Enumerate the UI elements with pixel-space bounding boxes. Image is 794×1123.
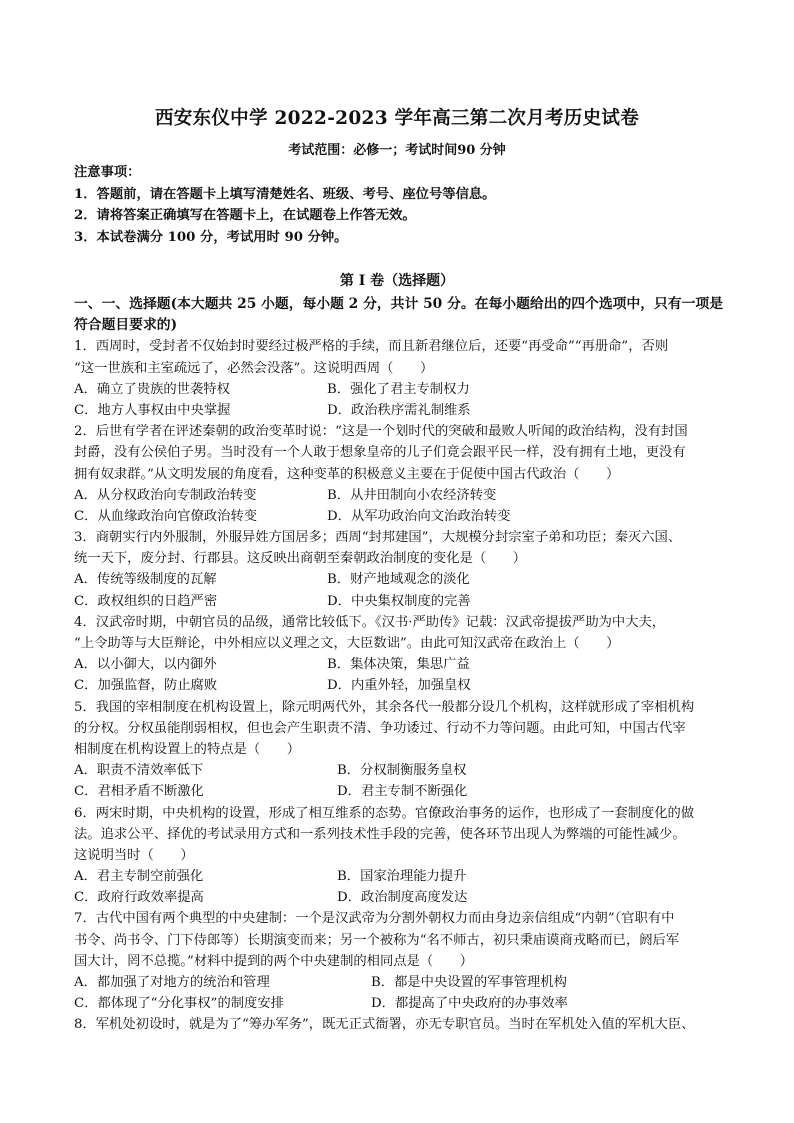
question-7-options [74,972,726,993]
question-3-options [74,591,726,612]
option-d: D．政治秩序需礼制维系 [327,402,471,418]
question-1-stem: “这一世族和主室疏远了，必然会没落”。这说明西周（ ） [74,360,434,376]
option-b: B．国家治理能力提升 [337,869,467,885]
option-a: A．都加强了对地方的统治和管理 [74,975,270,990]
option-b: B．都是中央设置的军事管理机构 [371,975,567,990]
option-b: B．财产地域观念的淡化 [327,572,470,588]
question-2-stem: 拥有奴隶群。”从文明发展的角度看，这种变革的积极意义主要在于促使中国古代政治（ ） [74,466,620,482]
section-heading: 一、一、选择题(本大题共 25 小题，每小题 2 分，共计 50 分。在每小题给出的四个选项中，只有一项是 [74,296,724,312]
question-body [74,294,726,1036]
question-3-options [74,569,726,590]
question-3-stem: 3．商朝实行内外服制，外服异姓方国居多；西周“封邦建国”，大规模分封宗室子弟和功臣；秦灭六国、 [74,530,682,546]
option-a: A．以小御大，以内御外 [74,657,217,673]
question-4-stem: 4．汉武帝时期，中朝官员的品级，通常比较低下。《汉书·严助传》记载：汉武帝提拔严助为中大夫， [74,614,666,630]
question-5-stem: 相制度在机构设置上的特点是（ ） [74,741,301,757]
option-c: C．从血缘政治向官僚政治转变 [74,508,258,524]
question-7-stem: 国大计，罔不总揽。”材料中提到的两个中央建制的相同点是（ ） [74,953,474,969]
option-d: D．中央集权制度的完善 [327,593,471,609]
option-d: D．政治制度高度发达 [337,890,468,906]
question-7-stem: 7．古代中国有两个典型的中央建制：一个是汉武帝为分割外朝权力而由身边亲信组成“内朝”（官职有中 [74,911,675,927]
question-1-stem: 1．西周时，受封者不仅始封时要经过极严格的手续，而且新君继位后，还要“再受命”“再册命”，否则 [74,339,669,355]
notes-item: 2．请将答案正确填写在答题卡上，在试题卷上作答无效。 [74,208,416,223]
question-5-stem: 的分权。分权虽能削弱相权，但也会产生职责不清、争功诿过、行动不力等问题。由此可知，中国古代宰 [74,720,686,736]
option-a: A．职责不清效率低下 [74,763,204,779]
question-1-options [74,400,726,421]
notes-block [74,162,734,248]
question-5-options [74,781,726,802]
question-6-stem: 法。追求公平、择优的考试录用方式和一系列技术性手段的完善，使各环节出现人为弊端的可能性减少。 [74,826,686,842]
section-heading: 符合题目要求的) [74,317,178,334]
question-5-options [74,760,726,781]
question-4-stem: “上令助等与大臣辩论，中外相应以义理之文，大臣数诎”。由此可知汉武帝在政治上（ ） [74,636,620,651]
option-b: B．从井田制向小农经济转变 [327,487,497,503]
question-2-options [74,485,726,506]
question-6-options [74,866,726,887]
option-d: D．君主专制不断强化 [337,784,468,800]
exam-subtitle: 考试范围：必修一；考试时间90 分钟 [288,143,506,158]
option-b: B．强化了君主专制权力 [327,381,470,397]
option-d: D．都提高了中央政府的办事效率 [371,996,568,1012]
question-2-options [74,506,726,527]
option-a: A．君主专制空前强化 [74,869,204,885]
question-4-options [74,675,726,696]
part-title: 第 I 卷（选择题） [339,273,455,289]
question-5-stem: 5．我国的宰相制度在机构设置上，除元明两代外，其余各代一般都分设几个机构，这样就形成了宰相机构 [74,699,695,715]
option-c: C．地方人事权由中央掌握 [74,402,231,418]
question-6-options [74,887,726,908]
question-6-stem: 6．两宋时期，中央机构的设置，形成了相互维系的态势。官僚政治事务的运作，也形成了一套制度化的做 [74,805,695,821]
option-c: C．君相矛盾不断激化 [74,784,204,800]
option-c: C．加强监督，防止腐败 [74,678,218,694]
notes-item: 3．本试卷满分 100 分，考试用时 90 分钟。 [74,229,348,245]
question-7-options [74,993,726,1014]
exam-title: 西安东仪中学 2022-2023 学年高三第二次月考历史试卷 [154,108,640,129]
question-8-stem: 8．军机处初设时，就是为了“筹办军务”，既无正式衙署，亦无专职官员。当时在军机处入值的军机大臣、 [74,1017,695,1033]
question-7-stem: 书令、尚书令、门下侍郎等）长期演变而来；另一个被称为“名不师古，初只秉庙谟商戎略而已，阏后军 [74,932,680,948]
question-2-stem: 封爵，没有公侯伯子男。当时没有一个人敢于想象皇帝的儿子们竟会跟平民一样，没有拥有土地，更没有 [74,445,686,461]
question-4-options [74,654,726,675]
option-d: D．内重外轻，加强皇权 [327,678,471,694]
option-a: A．从分权政治向专制政治转变 [74,487,257,503]
question-3-stem: 统一天下，废分封、行郡县。这反映出商朝至秦朝政治制度的变化是（ ） [74,551,527,567]
option-d: D．从军功政治向文治政治转变 [327,508,511,524]
question-1-options [74,379,726,400]
notes-heading: 注意事项： [74,165,141,180]
option-c: C．政府行政效率提高 [74,890,204,906]
notes-item: 1．答题前，请在答题卡上填写清楚姓名、班级、考号、座位号等信息。 [74,186,496,202]
option-b: B．分权制衡服务皇权 [337,763,467,779]
option-a: A．确立了贵族的世袭特权 [74,381,230,397]
question-6-stem: 这说明当时（ ） [74,847,194,863]
question-2-stem: 2．后世有学者在评述秦朝的政治变革时说：“这是一个划时代的突破和最败人听闻的政治结构，没有封国 [74,424,688,440]
option-c: C．政权组织的日趋严密 [74,593,218,609]
option-c: C．都体现了“分化事权”的制度安排 [74,996,284,1012]
option-b: B．集体决策，集思广益 [327,657,470,673]
option-a: A．传统等级制度的瓦解 [74,572,217,588]
